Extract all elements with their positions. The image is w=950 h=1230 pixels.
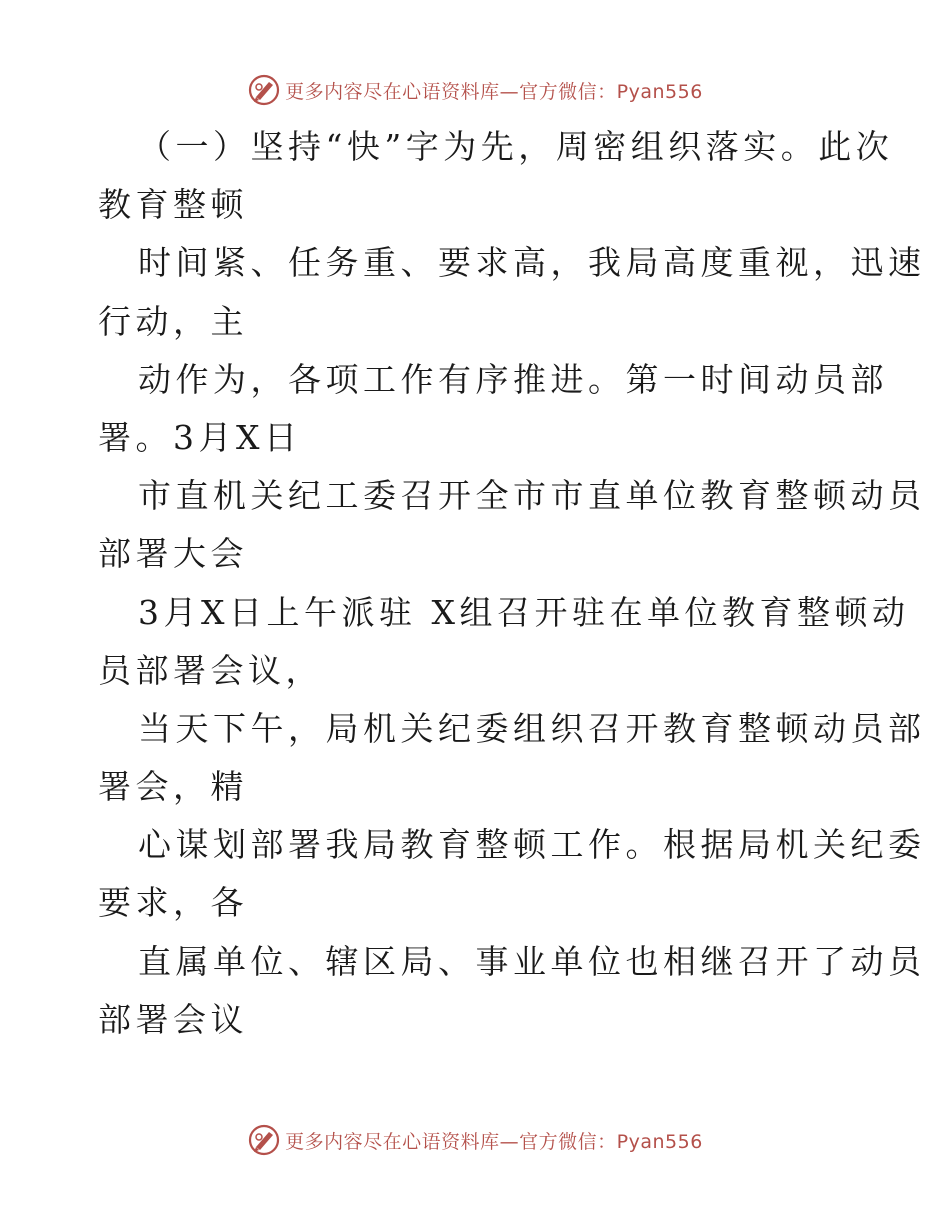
header-watermark xyxy=(0,70,950,110)
text-line: （一）坚持“快”字为先，周密组织落实。此次 xyxy=(138,127,894,166)
text-line: 部署会议 xyxy=(98,999,248,1039)
text-line: 部署大会 xyxy=(98,534,248,574)
watermark-text: 更多内容尽在心语资料库—官方微信：Pyan556 xyxy=(285,1130,703,1153)
footer-watermark xyxy=(0,1120,950,1160)
text-line: 3月X日上午派驻 X组召开驻在单位教育整顿动 xyxy=(138,592,910,632)
text-line: 市直机关纪工委召开全市市直单位教育整顿动员 xyxy=(138,476,926,516)
pen-heart-logo xyxy=(247,1123,281,1157)
text-line: 动作为，各项工作有序推进。第一时间动员部 xyxy=(138,359,888,399)
document-body xyxy=(98,118,926,1049)
text-line: 员部署会议， xyxy=(98,650,323,690)
watermark-text: 更多内容尽在心语资料库—官方微信：Pyan556 xyxy=(285,80,703,103)
text-line: 要求，各 xyxy=(98,883,248,923)
text-line: 当天下午，局机关纪委组织召开教育整顿动员部 xyxy=(138,708,926,748)
text-line: 直属单位、辖区局、事业单位也相继召开了动员 xyxy=(138,941,926,981)
text-line: 时间紧、任务重、要求高，我局高度重视，迅速 xyxy=(138,243,926,283)
text-line: 教育整顿 xyxy=(98,185,248,225)
text-line: 心谋划部署我局教育整顿工作。根据局机关纪委 xyxy=(138,825,926,865)
text-line: 署。3月X日 xyxy=(98,417,302,457)
text-line: 署会，精 xyxy=(98,767,248,807)
pen-heart-logo xyxy=(247,73,281,107)
text-line: 行动，主 xyxy=(98,301,248,341)
